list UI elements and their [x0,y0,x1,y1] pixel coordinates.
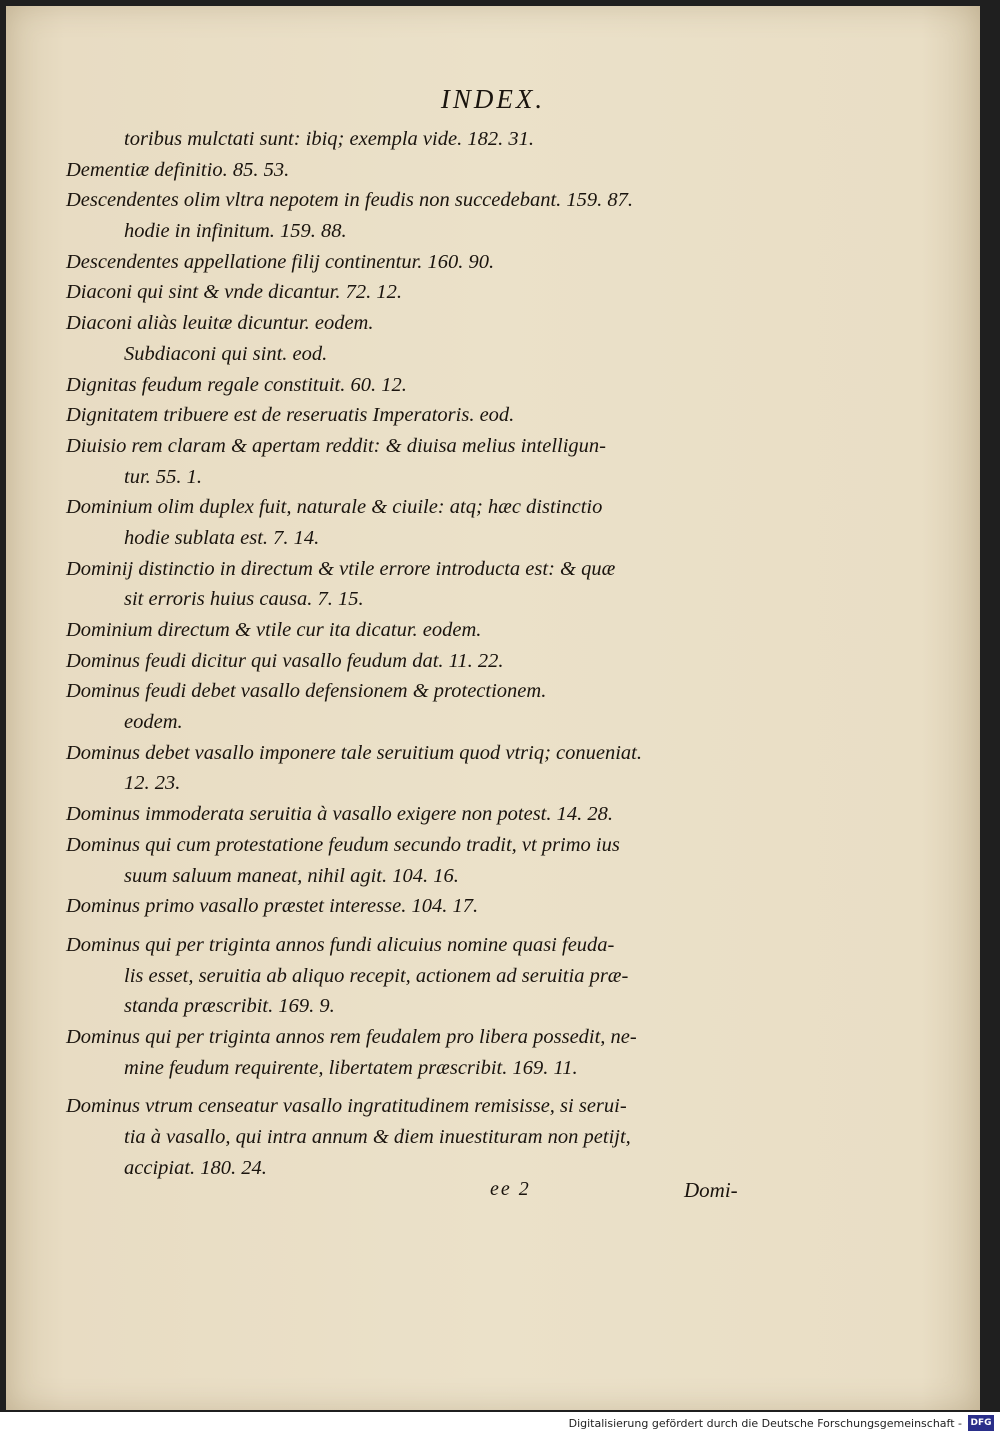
catchword: Domi- [684,1178,738,1202]
index-line: sit erroris huius causa. 7. 15. [124,588,364,611]
index-line: Dominus debet vasallo imponere tale seruitium quod vtriq; conueniat. [66,741,643,764]
index-line: eodem. [124,711,183,734]
index-line: Descendentes olim vltra nepotem in feudis non succedebant. 159. 87. [66,189,634,212]
digitization-credit: Digitalisierung gefördert durch die Deutsche Forschungsgemeinschaft - [568,1417,962,1430]
index-line: hodie sublata est. 7. 14. [124,526,320,549]
index-line: Dominij distinctio in directum & vtile errore introducta est: & quæ [66,557,616,580]
index-line: tia à vasallo, qui intra annum & diem inuestituram non petijt, [124,1126,631,1148]
index-line: Dominus primo vasallo præstet interesse. 104. 17. [66,895,479,918]
index-line: suum saluum maneat, nihil agit. 104. 16. [124,864,459,887]
index-line: Subdiaconi qui sint. eod. [124,342,328,365]
index-line: tur. 55. 1. [124,465,203,488]
index-line: accipiat. 180. 24. [124,1156,267,1179]
index-line: 12. 23. [124,772,181,795]
dfg-logo-icon: DFG [968,1415,994,1431]
index-line: Dignitatem tribuere est de reseruatis Imperatoris. eod. [66,404,515,427]
index-line: mine feudum requirente, libertatem præscribit. 169. 11. [124,1056,578,1079]
index-line: hodie in infinitum. 159. 88. [124,220,347,243]
index-line: standa præscribit. 169. 9. [124,995,335,1018]
index-line: Dignitas feudum regale constituit. 60. 12. [66,373,407,396]
index-line: Dominus qui per triginta annos fundi alicuius nomine quasi feuda- [66,933,615,956]
index-line: Dominium directum & vtile cur ita dicatur. eodem. [66,619,482,641]
index-line: Dementiæ definitio. 85. 53. [66,158,290,181]
index-line: Diaconi aliàs leuitæ dicuntur. eodem. [66,312,374,335]
index-line: Dominus qui per triginta annos rem feudalem pro libera possedit, ne- [66,1025,637,1048]
index-line: toribus mulctati sunt: ibiq; exempla vide. 182. 31. [124,128,534,150]
index-line: Dominus qui cum protestatione feudum secundo tradit, vt primo ius [66,833,620,856]
index-line: lis esset, seruitia ab aliquo recepit, actionem ad seruitia præ- [124,964,629,987]
index-entries [66,124,766,1183]
index-line: Diaconi qui sint & vnde dicantur. 72. 12. [66,281,402,304]
running-head: INDEX. [440,84,546,114]
index-line: Dominus immoderata seruitia à vasallo exigere non potest. 14. 28. [66,803,613,826]
book-page [6,6,980,1410]
signature-mark: ee 2 [490,1178,531,1200]
index-line: Descendentes appellatione filij continentur. 160. 90. [66,250,495,273]
index-line: Dominus feudi dicitur qui vasallo feudum dat. 11. 22. [66,649,504,672]
index-line: Dominus vtrum censeatur vasallo ingratitudinem remisisse, si serui- [66,1095,627,1118]
index-line: Diuisio rem claram & apertam reddit: & diuisa melius intelligun- [66,434,606,457]
index-line: Dominus feudi debet vasallo defensionem & protectionem. [66,680,547,703]
index-line: Dominium olim duplex fuit, naturale & ciuile: atq; hæc distinctio [66,496,603,519]
